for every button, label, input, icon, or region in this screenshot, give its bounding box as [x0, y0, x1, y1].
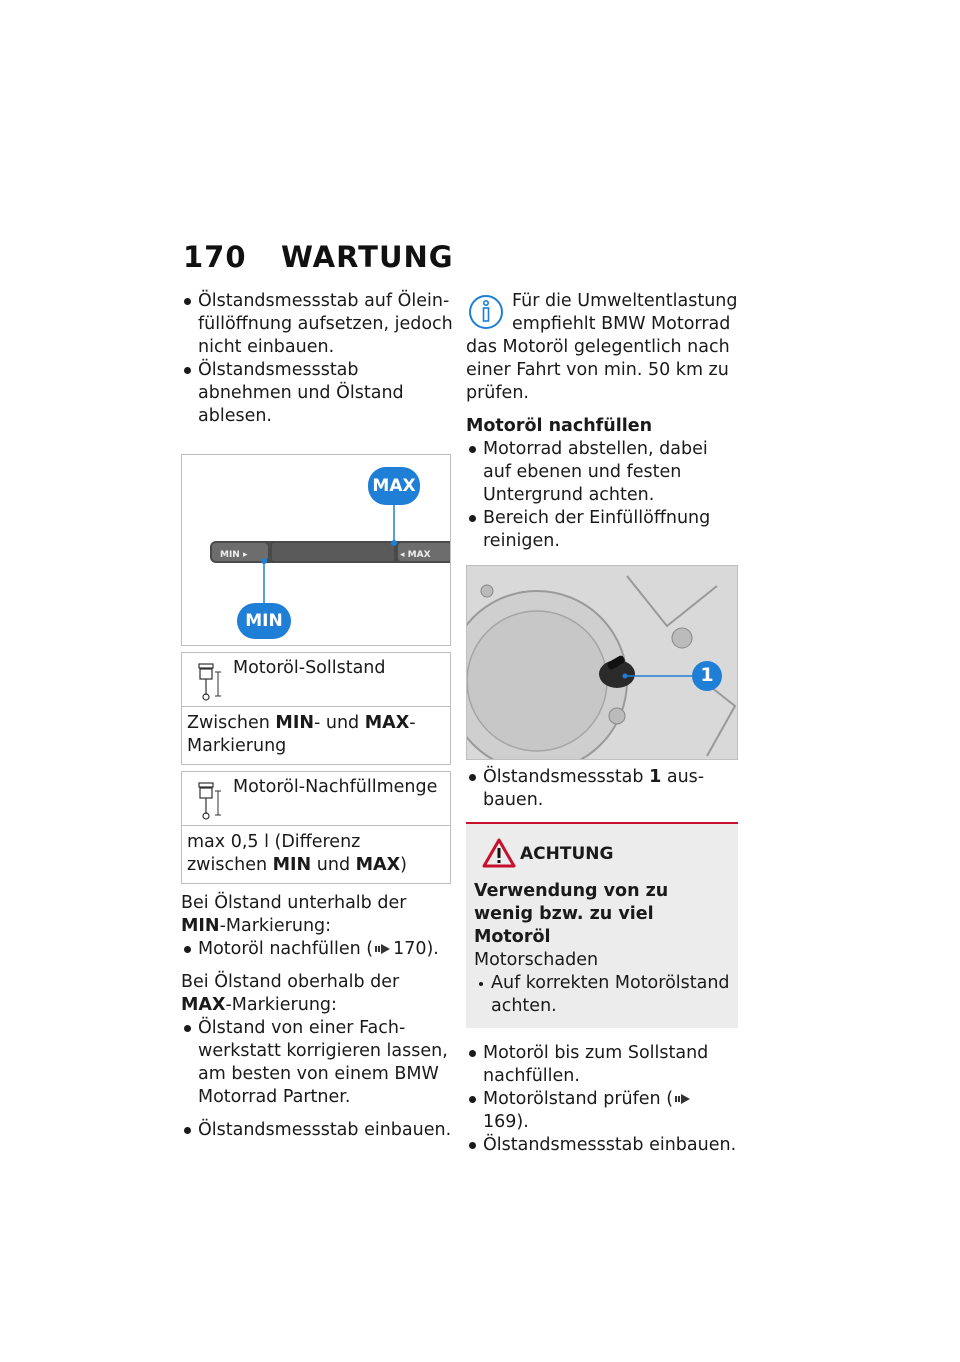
spec-text: und	[311, 855, 356, 875]
page-reference[interactable]: 170	[393, 939, 427, 959]
warning-triangle-icon	[482, 838, 516, 868]
list-item	[466, 766, 738, 812]
page-reference-arrow-icon	[375, 943, 391, 955]
left-column	[181, 290, 453, 1142]
spec-text: - und	[314, 713, 365, 733]
text: Motoröl nachfüllen (	[198, 939, 374, 959]
spec-text: -Markierung	[187, 713, 416, 756]
list-item: Motorrad abstellen, dabei auf ebenen und festen Untergrund achten.	[466, 438, 738, 507]
spec-oil-target-level	[181, 652, 451, 765]
engine-oil-icon	[197, 781, 223, 821]
text: -Markierung:	[219, 916, 332, 936]
text-bold: MIN	[181, 916, 220, 936]
spec-max: MAX	[355, 855, 401, 875]
page-number: 170	[183, 240, 247, 274]
list-item: Ölstandsmessstab auf Öleinfüllöffnung aufsetzen, jedoch nicht einbauen.	[181, 290, 453, 359]
spec-min: MIN	[272, 855, 312, 875]
warning-consequence: Motorschaden	[474, 950, 599, 970]
spec-value	[182, 826, 450, 883]
engine-oil-icon	[197, 662, 223, 702]
list-item: Ölstandsmessstab einbauen.	[466, 1134, 738, 1157]
spec-title: Motoröl-Sollstand	[233, 658, 386, 678]
text: ausbauen.	[483, 767, 705, 810]
text: Bei Ölstand oberhalb der	[181, 972, 400, 992]
list-item: Motoröl bis zum Sollstand nachfüllen.	[466, 1042, 738, 1088]
text: Bei Ölstand unterhalb der	[181, 893, 407, 913]
callout-number: 1	[700, 664, 714, 686]
engine-figure	[466, 565, 738, 760]
warning-heading: Verwendung von zu wenig bzw. zu viel Motoröl	[474, 881, 669, 947]
warning-action: Auf korrekten Motorölstand achten.	[474, 972, 730, 1018]
spec-text: )	[400, 855, 407, 875]
spec-min: MIN	[275, 713, 314, 733]
spec-max: MAX	[364, 713, 410, 733]
page-reference[interactable]: 169	[483, 1112, 517, 1132]
text-bold: MAX	[181, 995, 226, 1015]
right-column	[466, 290, 738, 1157]
list-item	[181, 938, 453, 961]
text: ).	[426, 939, 439, 959]
text: Ölstandsmessstab	[483, 767, 650, 787]
condition-below-min	[181, 892, 453, 938]
warning-box	[466, 822, 738, 1028]
spec-oil-refill-amount	[181, 771, 451, 884]
spec-value	[182, 707, 450, 764]
list-item: Ölstandsmessstab abnehmen und Ölstand ablesen.	[181, 359, 453, 428]
spec-head	[182, 772, 450, 826]
spec-title: Motoröl-Nachfüllmenge	[233, 777, 438, 797]
max-callout: MAX	[372, 476, 416, 496]
info-note	[466, 290, 738, 405]
list-item	[466, 1088, 738, 1134]
info-icon	[466, 290, 506, 330]
list-item: Ölstand von einer Fachwerkstatt korrigieren lassen, am besten von einem BMW Motorrad Partner.	[181, 1017, 453, 1109]
warning-header	[474, 838, 730, 870]
page-reference-arrow-icon	[675, 1093, 691, 1105]
engine-illustration	[467, 566, 738, 760]
spec-head	[182, 653, 450, 707]
text-bold: 1	[649, 767, 662, 787]
text: -Markierung:	[225, 995, 337, 1015]
condition-above-max	[181, 971, 453, 1017]
list-item: Bereich der Einfüllöffnung reinigen.	[466, 507, 738, 553]
warning-title: ACHTUNG	[520, 844, 614, 864]
list-item: Ölstandsmessstab einbauen.	[181, 1119, 453, 1142]
scale-min-label: MIN ▸	[220, 550, 248, 560]
info-text: Für die Umweltentlastung empfiehlt BMW Motorrad das Motoröl gelegentlich nach einer Fahrt von min. 50 km zu prüfen.	[466, 291, 738, 403]
oil-level-figure	[181, 454, 451, 646]
spec-text: max 0,5 l (Differenz zwischen	[187, 832, 361, 875]
text: Motorölstand prüfen (	[483, 1089, 674, 1109]
scale-max-label: ◂ MAX	[400, 550, 431, 560]
spec-text: Zwischen	[187, 713, 276, 733]
text: ).	[516, 1112, 529, 1132]
min-callout: MIN	[245, 611, 283, 631]
chapter-title: WARTUNG	[281, 240, 454, 274]
section-heading: Motoröl nachfüllen	[466, 416, 653, 436]
